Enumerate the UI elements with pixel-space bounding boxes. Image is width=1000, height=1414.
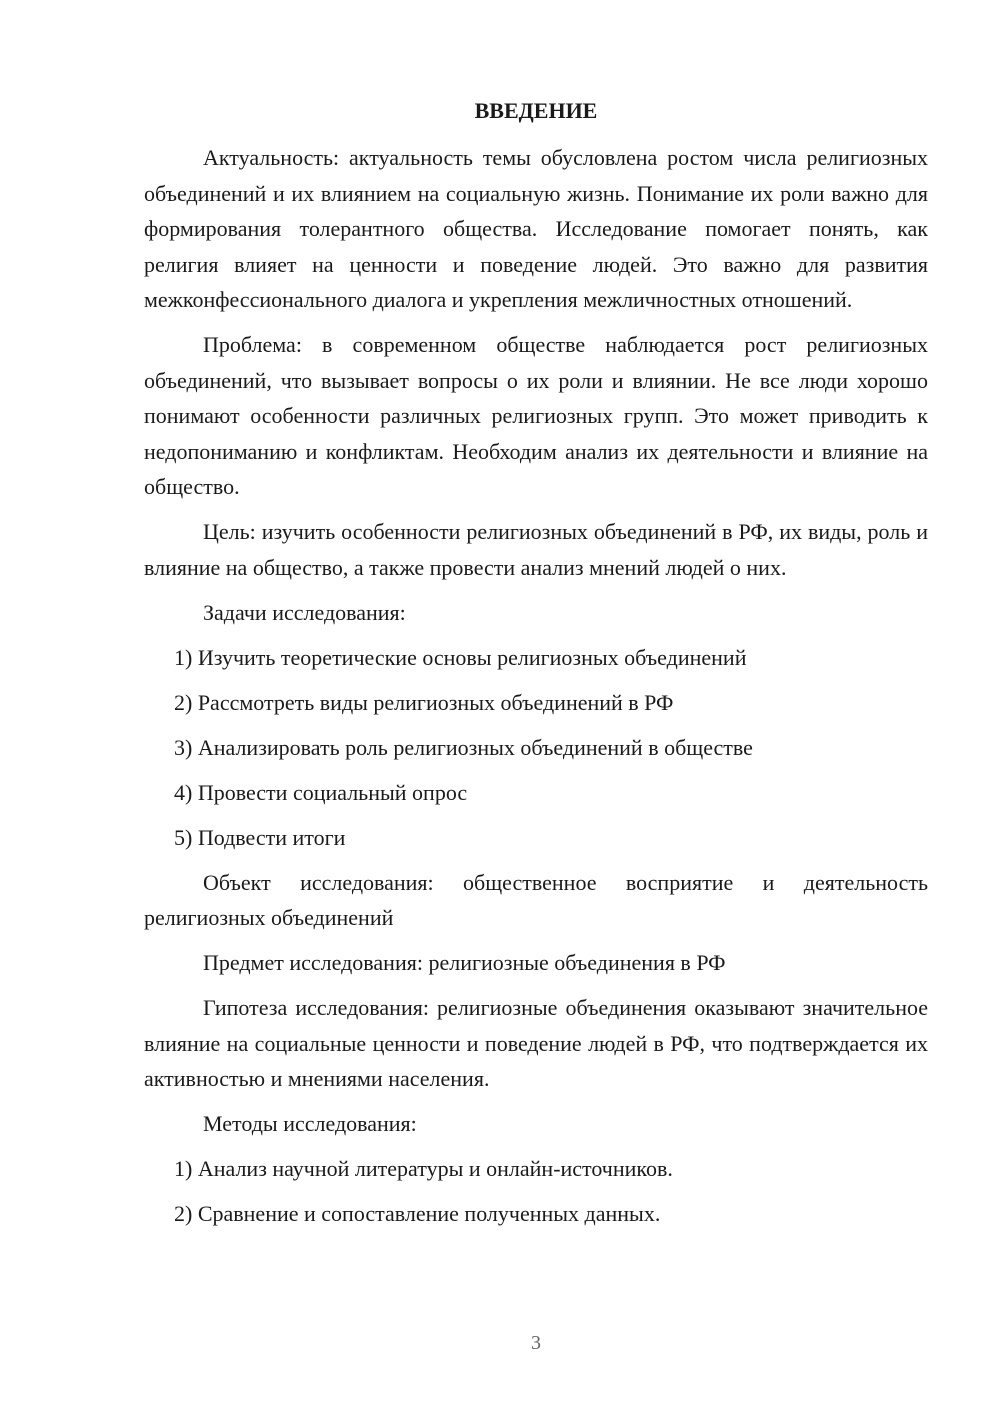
tasks-list — [144, 640, 928, 856]
list-item-task: 5) Подвести итоги — [174, 824, 346, 850]
methods-list — [144, 1151, 928, 1232]
list-item-method: 2) Сравнение и сопоставление полученных данных. — [174, 1201, 661, 1226]
list-item-method: 1) Анализ научной литературы и онлайн-источников. — [174, 1156, 673, 1181]
list-item-task: 1) Изучить теоретические основы религиозных объединений — [174, 644, 747, 670]
methods-heading: Методы исследования: — [203, 1111, 417, 1136]
object-paragraph: Объект исследования: общественное восприятие и деятельность религиозных объединений — [144, 869, 928, 930]
page-number: 3 — [531, 1332, 541, 1354]
subject-paragraph: Предмет исследования: религиозные объединения в РФ — [203, 950, 726, 975]
list-item-task: 3) Анализировать роль религиозных объединений в обществе — [174, 734, 753, 760]
problem-paragraph: Проблема: в современном обществе наблюдается рост религиозных объединений, что вызывает вопросы о их роли и влиянии. Не все люди хорошо понимают особенности различных религиозных групп. Это может приводить к недопониманию и конфликтам. Необходим анализ их деятельности и влияние на общество. — [144, 332, 928, 499]
list-item-task: 2) Рассмотреть виды религиозных объединений в РФ — [174, 689, 674, 715]
relevance-paragraph: Актуальность: актуальность темы обусловлена ростом числа религиозных объединений и их влиянием на социальную жизнь. Понимание их роли важно для формирования толерантного общества. Исследование помогает понять, как религия влияет на ценности и поведение людей. Это важно для развития межконфессионального диалога и укрепления межличностных отношений. — [144, 145, 928, 312]
goal-paragraph: Цель: изучить особенности религиозных объединений в РФ, их виды, роль и влияние на общество, а также провести анализ мнений людей о них. — [144, 519, 928, 580]
page-content — [144, 96, 928, 1232]
list-item-task: 4) Провести социальный опрос — [174, 779, 468, 805]
hypothesis-paragraph: Гипотеза исследования: религиозные объединения оказывают значительное влияние на социальные ценности и поведение людей в РФ, что подтверждается их активностью и мнениями населения. — [144, 995, 928, 1091]
tasks-heading: Задачи исследования: — [203, 599, 406, 625]
page-title: ВВЕДЕНИЕ — [474, 98, 598, 123]
